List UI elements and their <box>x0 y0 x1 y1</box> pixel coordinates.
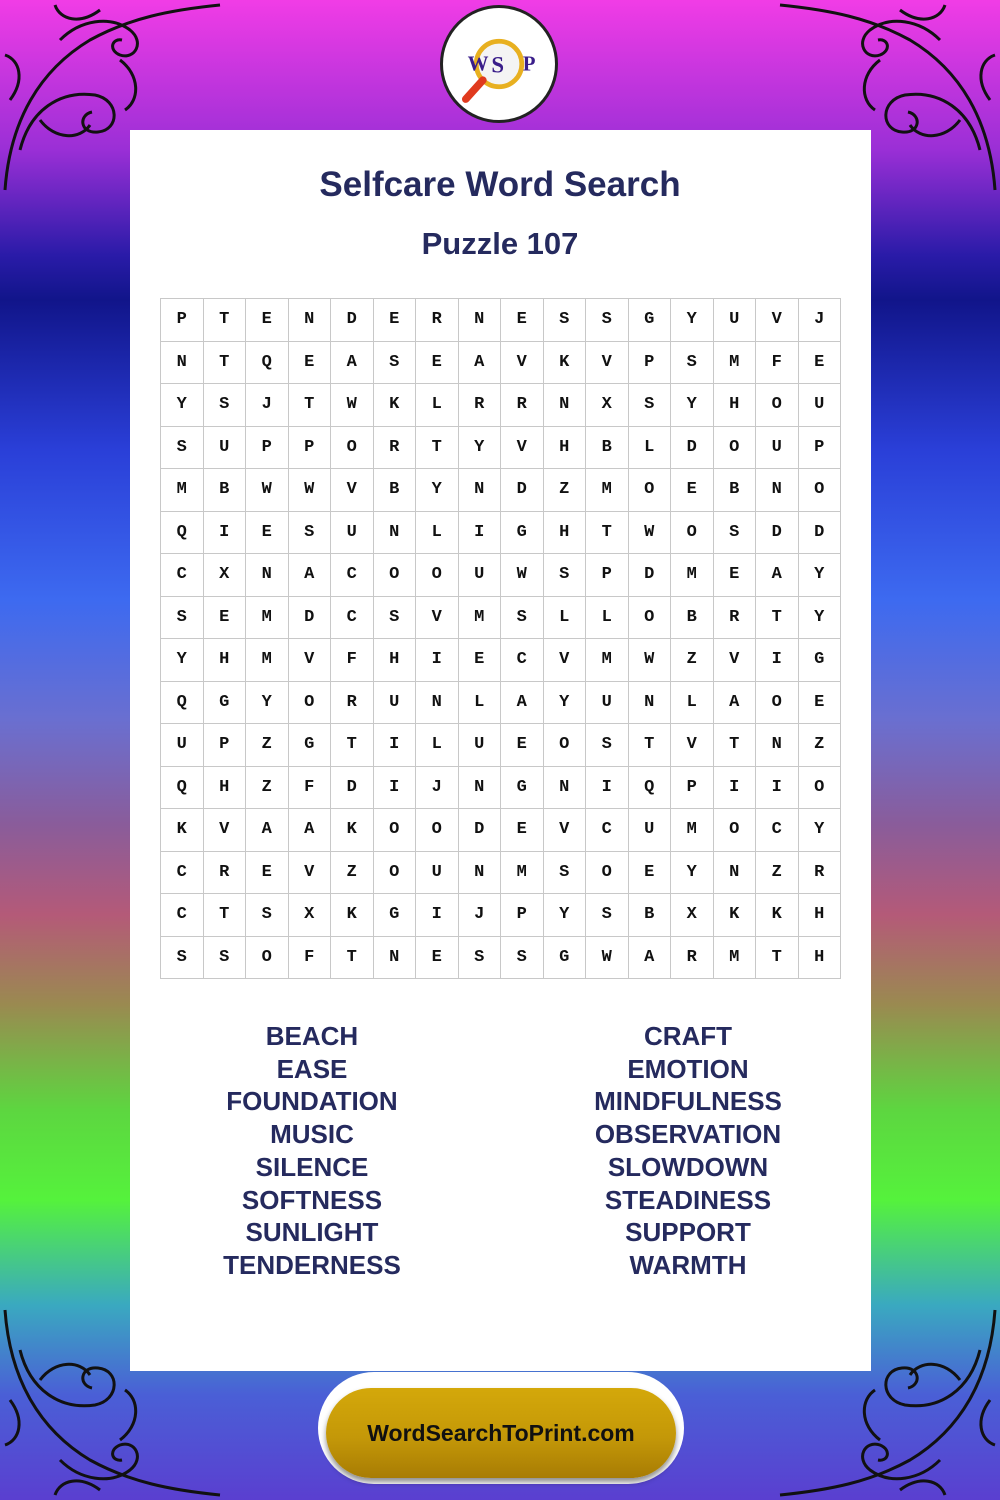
grid-cell[interactable]: P <box>289 427 332 470</box>
grid-cell[interactable]: T <box>331 724 374 767</box>
grid-cell[interactable]: Y <box>544 682 587 725</box>
grid-cell[interactable]: C <box>161 554 204 597</box>
grid-cell[interactable]: Y <box>799 597 842 640</box>
grid-cell[interactable]: O <box>799 767 842 810</box>
grid-cell[interactable]: L <box>416 384 459 427</box>
grid-cell[interactable]: V <box>671 724 714 767</box>
grid-cell[interactable]: X <box>671 894 714 937</box>
grid-cell[interactable]: S <box>544 852 587 895</box>
grid-cell[interactable]: C <box>161 852 204 895</box>
grid-cell[interactable]: D <box>799 512 842 555</box>
grid-cell[interactable]: M <box>714 937 757 980</box>
grid-cell[interactable]: O <box>586 852 629 895</box>
grid-cell[interactable]: P <box>161 299 204 342</box>
word-list-right <box>538 1020 838 1282</box>
grid-cell[interactable]: Q <box>161 682 204 725</box>
grid-cell[interactable]: G <box>629 299 672 342</box>
grid-cell[interactable]: P <box>246 427 289 470</box>
grid-cell[interactable]: N <box>459 299 502 342</box>
grid-cell[interactable]: T <box>416 427 459 470</box>
grid-cell[interactable]: S <box>246 894 289 937</box>
grid-cell[interactable]: F <box>289 767 332 810</box>
grid-cell[interactable]: C <box>756 809 799 852</box>
word-list-item: SUPPORT <box>625 1217 751 1248</box>
grid-cell[interactable]: N <box>544 384 587 427</box>
grid-cell[interactable]: R <box>799 852 842 895</box>
word-list-item: SILENCE <box>255 1151 369 1182</box>
grid-cell[interactable]: N <box>714 852 757 895</box>
grid-cell[interactable]: N <box>544 767 587 810</box>
grid-cell[interactable]: G <box>501 512 544 555</box>
grid-cell[interactable]: H <box>799 894 842 937</box>
grid-cell[interactable]: A <box>629 937 672 980</box>
grid-cell[interactable]: G <box>289 724 332 767</box>
grid-cell[interactable]: Y <box>799 554 842 597</box>
grid-cell[interactable]: E <box>799 682 842 725</box>
grid-cell[interactable]: U <box>459 554 502 597</box>
grid-cell[interactable]: E <box>246 299 289 342</box>
word-list-item: MUSIC <box>270 1119 354 1150</box>
grid-cell[interactable]: S <box>671 342 714 385</box>
grid-cell[interactable]: X <box>204 554 247 597</box>
grid-cell[interactable]: C <box>501 639 544 682</box>
grid-cell[interactable]: O <box>756 384 799 427</box>
grid-cell[interactable]: V <box>586 342 629 385</box>
grid-cell[interactable]: R <box>204 852 247 895</box>
grid-cell[interactable]: B <box>204 469 247 512</box>
grid-cell[interactable]: V <box>501 342 544 385</box>
grid-cell[interactable]: E <box>246 512 289 555</box>
grid-cell[interactable]: I <box>586 767 629 810</box>
grid-cell[interactable]: T <box>714 724 757 767</box>
grid-cell[interactable]: U <box>629 809 672 852</box>
grid-cell[interactable]: Y <box>246 682 289 725</box>
word-list-item: BEACH <box>265 1021 359 1051</box>
grid-cell[interactable]: P <box>501 894 544 937</box>
grid-cell[interactable]: R <box>416 299 459 342</box>
grid-cell[interactable]: R <box>459 384 502 427</box>
grid-cell[interactable]: O <box>374 809 417 852</box>
grid-cell[interactable]: L <box>586 597 629 640</box>
grid-cell[interactable]: T <box>331 937 374 980</box>
grid-cell[interactable]: S <box>544 554 587 597</box>
grid-cell[interactable]: E <box>629 852 672 895</box>
grid-cell[interactable]: C <box>161 894 204 937</box>
grid-cell[interactable]: N <box>246 554 289 597</box>
grid-cell[interactable]: H <box>714 384 757 427</box>
grid-cell[interactable]: I <box>374 767 417 810</box>
grid-cell[interactable]: H <box>204 639 247 682</box>
grid-cell[interactable]: M <box>459 597 502 640</box>
grid-cell[interactable]: T <box>204 299 247 342</box>
grid-cell[interactable]: X <box>289 894 332 937</box>
grid-cell[interactable]: Y <box>161 384 204 427</box>
word-list-item: EMOTION <box>627 1053 749 1084</box>
grid-cell[interactable]: S <box>374 342 417 385</box>
website-link-button[interactable]: WordSearchToPrint.com <box>326 1388 676 1478</box>
grid-cell[interactable]: U <box>459 724 502 767</box>
grid-cell[interactable]: Z <box>544 469 587 512</box>
grid-cell[interactable]: G <box>544 937 587 980</box>
grid-cell[interactable]: S <box>586 299 629 342</box>
word-list-left <box>162 1020 462 1282</box>
word-list-item: MINDFULNESS <box>594 1086 782 1117</box>
word-list-item: SOFTNESS <box>241 1184 383 1215</box>
word-list-item: WARMTH <box>629 1249 747 1280</box>
grid-cell[interactable]: S <box>629 384 672 427</box>
grid-cell[interactable]: D <box>289 597 332 640</box>
grid-cell[interactable]: N <box>289 299 332 342</box>
grid-cell[interactable]: V <box>331 469 374 512</box>
grid-cell[interactable]: O <box>289 682 332 725</box>
grid-cell[interactable]: D <box>331 767 374 810</box>
logo-letter-s: S <box>491 52 505 78</box>
word-list-item: SLOWDOWN <box>607 1151 769 1182</box>
grid-cell[interactable]: O <box>629 469 672 512</box>
grid-cell[interactable]: V <box>544 809 587 852</box>
grid-cell[interactable]: N <box>629 682 672 725</box>
word-list-item: OBSERVATION <box>594 1119 782 1150</box>
puzzle-number: Puzzle 107 <box>421 226 579 261</box>
grid-cell[interactable]: U <box>416 852 459 895</box>
grid-cell[interactable]: S <box>204 937 247 980</box>
grid-cell[interactable]: Z <box>671 639 714 682</box>
grid-cell[interactable]: E <box>501 809 544 852</box>
grid-cell[interactable]: Q <box>246 342 289 385</box>
grid-cell[interactable]: O <box>714 427 757 470</box>
grid-cell[interactable]: Y <box>161 639 204 682</box>
grid-cell[interactable]: B <box>671 597 714 640</box>
grid-cell[interactable]: N <box>374 937 417 980</box>
grid-cell[interactable]: E <box>501 724 544 767</box>
grid-cell[interactable]: R <box>714 597 757 640</box>
grid-cell[interactable]: V <box>756 299 799 342</box>
grid-cell[interactable]: Q <box>161 767 204 810</box>
grid-cell[interactable]: N <box>756 469 799 512</box>
grid-cell[interactable]: M <box>671 554 714 597</box>
grid-cell[interactable]: G <box>799 639 842 682</box>
grid-cell[interactable]: Y <box>671 852 714 895</box>
grid-cell[interactable]: S <box>586 724 629 767</box>
grid-cell[interactable]: S <box>459 937 502 980</box>
grid-cell[interactable]: O <box>416 554 459 597</box>
grid-cell[interactable]: S <box>204 384 247 427</box>
grid-cell[interactable]: R <box>331 682 374 725</box>
grid-cell[interactable]: W <box>246 469 289 512</box>
grid-cell[interactable]: M <box>586 639 629 682</box>
grid-cell[interactable]: E <box>459 639 502 682</box>
grid-cell[interactable]: D <box>671 427 714 470</box>
grid-cell[interactable]: U <box>586 682 629 725</box>
grid-cell[interactable]: S <box>374 597 417 640</box>
grid-cell[interactable]: E <box>289 342 332 385</box>
grid-cell[interactable]: I <box>416 639 459 682</box>
grid-cell[interactable]: M <box>714 342 757 385</box>
grid-cell[interactable]: M <box>671 809 714 852</box>
grid-cell[interactable]: U <box>799 384 842 427</box>
grid-cell[interactable]: P <box>799 427 842 470</box>
grid-cell[interactable]: O <box>246 937 289 980</box>
grid-cell[interactable]: V <box>416 597 459 640</box>
grid-cell[interactable]: U <box>714 299 757 342</box>
grid-cell[interactable]: S <box>586 894 629 937</box>
grid-cell[interactable]: E <box>374 299 417 342</box>
grid-cell[interactable]: K <box>331 894 374 937</box>
grid-cell[interactable]: O <box>331 427 374 470</box>
grid-cell[interactable]: V <box>289 639 332 682</box>
grid-cell[interactable]: B <box>714 469 757 512</box>
grid-cell[interactable]: D <box>629 554 672 597</box>
grid-cell[interactable]: V <box>289 852 332 895</box>
grid-cell[interactable]: K <box>544 342 587 385</box>
grid-cell[interactable]: I <box>204 512 247 555</box>
grid-cell[interactable]: I <box>459 512 502 555</box>
grid-cell[interactable]: E <box>246 852 289 895</box>
word-list-item: TENDERNESS <box>223 1249 401 1280</box>
grid-cell[interactable]: S <box>161 937 204 980</box>
grid-cell[interactable]: M <box>246 639 289 682</box>
grid-cell[interactable]: S <box>714 512 757 555</box>
grid-cell[interactable]: S <box>289 512 332 555</box>
grid-cell[interactable]: H <box>374 639 417 682</box>
grid-cell[interactable]: S <box>501 597 544 640</box>
grid-cell[interactable]: E <box>799 342 842 385</box>
grid-cell[interactable]: E <box>714 554 757 597</box>
grid-cell[interactable]: D <box>501 469 544 512</box>
grid-cell[interactable]: V <box>714 639 757 682</box>
grid-cell[interactable]: T <box>289 384 332 427</box>
grid-cell[interactable]: B <box>629 894 672 937</box>
grid-cell[interactable]: O <box>671 512 714 555</box>
grid-cell[interactable]: H <box>204 767 247 810</box>
grid-cell[interactable]: W <box>629 512 672 555</box>
grid-cell[interactable]: T <box>586 512 629 555</box>
grid-cell[interactable]: O <box>374 852 417 895</box>
grid-cell[interactable]: H <box>544 427 587 470</box>
grid-cell[interactable]: A <box>714 682 757 725</box>
grid-cell[interactable]: G <box>374 894 417 937</box>
grid-cell[interactable]: U <box>161 724 204 767</box>
grid-cell[interactable]: E <box>416 937 459 980</box>
grid-cell[interactable]: A <box>289 809 332 852</box>
grid-cell[interactable]: Y <box>416 469 459 512</box>
grid-cell[interactable]: L <box>459 682 502 725</box>
grid-cell[interactable]: T <box>204 342 247 385</box>
grid-cell[interactable]: Y <box>544 894 587 937</box>
grid-cell[interactable]: P <box>671 767 714 810</box>
grid-cell[interactable]: S <box>161 427 204 470</box>
logo-letter-p: P <box>522 51 536 76</box>
grid-cell[interactable]: O <box>629 597 672 640</box>
grid-cell[interactable]: O <box>799 469 842 512</box>
grid-cell[interactable]: D <box>459 809 502 852</box>
grid-cell[interactable]: O <box>544 724 587 767</box>
grid-cell[interactable]: C <box>331 554 374 597</box>
grid-cell[interactable]: R <box>374 427 417 470</box>
grid-cell[interactable]: Y <box>799 809 842 852</box>
grid-cell[interactable]: A <box>501 682 544 725</box>
grid-cell[interactable]: I <box>374 724 417 767</box>
word-list-item: STEADINESS <box>604 1184 772 1215</box>
grid-cell[interactable]: Q <box>161 512 204 555</box>
grid-cell[interactable]: T <box>204 894 247 937</box>
grid-cell[interactable]: U <box>756 427 799 470</box>
grid-cell[interactable]: A <box>331 342 374 385</box>
grid-cell[interactable]: L <box>416 512 459 555</box>
grid-cell[interactable]: W <box>586 937 629 980</box>
grid-cell[interactable]: E <box>671 469 714 512</box>
grid-cell[interactable]: W <box>331 384 374 427</box>
grid-cell[interactable]: Y <box>671 384 714 427</box>
grid-cell[interactable]: F <box>756 342 799 385</box>
grid-cell[interactable]: I <box>714 767 757 810</box>
grid-cell[interactable]: R <box>671 937 714 980</box>
grid-cell[interactable]: J <box>799 299 842 342</box>
grid-cell[interactable]: L <box>629 427 672 470</box>
grid-cell[interactable]: P <box>629 342 672 385</box>
grid-cell[interactable]: D <box>756 512 799 555</box>
grid-cell[interactable]: M <box>586 469 629 512</box>
grid-cell[interactable]: V <box>501 427 544 470</box>
grid-cell[interactable]: B <box>586 427 629 470</box>
grid-cell[interactable]: Z <box>246 724 289 767</box>
grid-cell[interactable]: M <box>246 597 289 640</box>
grid-cell[interactable]: N <box>459 852 502 895</box>
grid-cell[interactable]: M <box>501 852 544 895</box>
grid-cell[interactable]: Y <box>671 299 714 342</box>
word-list-item: SUNLIGHT <box>245 1217 379 1248</box>
word-list-item: EASE <box>276 1053 348 1084</box>
grid-cell[interactable]: F <box>331 639 374 682</box>
grid-cell[interactable]: I <box>756 639 799 682</box>
letter-grid <box>160 298 841 979</box>
grid-cell[interactable]: A <box>289 554 332 597</box>
grid-cell[interactable]: L <box>671 682 714 725</box>
grid-cell[interactable]: S <box>161 597 204 640</box>
grid-cell[interactable]: P <box>586 554 629 597</box>
grid-cell[interactable]: T <box>756 937 799 980</box>
logo-letter-w: W <box>467 51 489 76</box>
grid-cell[interactable]: H <box>799 937 842 980</box>
grid-cell[interactable]: X <box>586 384 629 427</box>
grid-cell[interactable]: K <box>714 894 757 937</box>
grid-cell[interactable]: W <box>501 554 544 597</box>
grid-cell[interactable]: B <box>374 469 417 512</box>
grid-cell[interactable]: J <box>416 767 459 810</box>
grid-cell[interactable]: R <box>501 384 544 427</box>
grid-cell[interactable]: E <box>204 597 247 640</box>
grid-cell[interactable]: N <box>416 682 459 725</box>
grid-cell[interactable]: O <box>714 809 757 852</box>
grid-cell[interactable]: D <box>331 299 374 342</box>
grid-cell[interactable]: T <box>756 597 799 640</box>
grid-cell[interactable]: K <box>374 384 417 427</box>
grid-cell[interactable]: A <box>246 809 289 852</box>
grid-cell[interactable]: K <box>331 809 374 852</box>
grid-cell[interactable]: T <box>629 724 672 767</box>
grid-cell[interactable]: A <box>756 554 799 597</box>
grid-cell[interactable]: N <box>459 469 502 512</box>
grid-cell[interactable]: E <box>501 299 544 342</box>
grid-cell[interactable]: K <box>161 809 204 852</box>
grid-cell[interactable]: A <box>459 342 502 385</box>
grid-cell[interactable]: I <box>756 767 799 810</box>
grid-cell[interactable]: O <box>416 809 459 852</box>
grid-cell[interactable]: J <box>246 384 289 427</box>
grid-cell[interactable]: F <box>289 937 332 980</box>
grid-cell[interactable]: G <box>204 682 247 725</box>
word-list-item: FOUNDATION <box>226 1086 398 1117</box>
grid-cell[interactable]: W <box>289 469 332 512</box>
grid-cell[interactable]: V <box>204 809 247 852</box>
grid-cell[interactable]: S <box>544 299 587 342</box>
word-list-item: CRAFT <box>643 1021 733 1051</box>
grid-cell[interactable]: O <box>756 682 799 725</box>
grid-cell[interactable]: K <box>756 894 799 937</box>
grid-cell[interactable]: I <box>416 894 459 937</box>
grid-cell[interactable]: Z <box>799 724 842 767</box>
page-title: Selfcare Word Search <box>319 165 681 204</box>
grid-cell[interactable]: L <box>416 724 459 767</box>
grid-cell[interactable]: L <box>544 597 587 640</box>
grid-cell[interactable]: E <box>416 342 459 385</box>
grid-cell[interactable]: C <box>586 809 629 852</box>
grid-cell[interactable]: Z <box>246 767 289 810</box>
grid-cell[interactable]: Y <box>459 427 502 470</box>
grid-cell[interactable]: U <box>374 682 417 725</box>
grid-cell[interactable]: N <box>161 342 204 385</box>
grid-cell[interactable]: V <box>544 639 587 682</box>
grid-cell[interactable]: N <box>756 724 799 767</box>
grid-cell[interactable]: N <box>374 512 417 555</box>
grid-cell[interactable]: U <box>331 512 374 555</box>
wsp-logo <box>440 5 558 123</box>
grid-cell[interactable]: P <box>204 724 247 767</box>
grid-cell[interactable]: W <box>629 639 672 682</box>
grid-cell[interactable]: S <box>501 937 544 980</box>
grid-cell[interactable]: U <box>204 427 247 470</box>
grid-cell[interactable]: Z <box>756 852 799 895</box>
grid-cell[interactable]: H <box>544 512 587 555</box>
grid-cell[interactable]: M <box>161 469 204 512</box>
grid-cell[interactable]: Z <box>331 852 374 895</box>
grid-cell[interactable]: J <box>459 894 502 937</box>
grid-cell[interactable]: O <box>374 554 417 597</box>
grid-cell[interactable]: N <box>459 767 502 810</box>
grid-cell[interactable]: G <box>501 767 544 810</box>
grid-cell[interactable]: Q <box>629 767 672 810</box>
grid-cell[interactable]: C <box>331 597 374 640</box>
